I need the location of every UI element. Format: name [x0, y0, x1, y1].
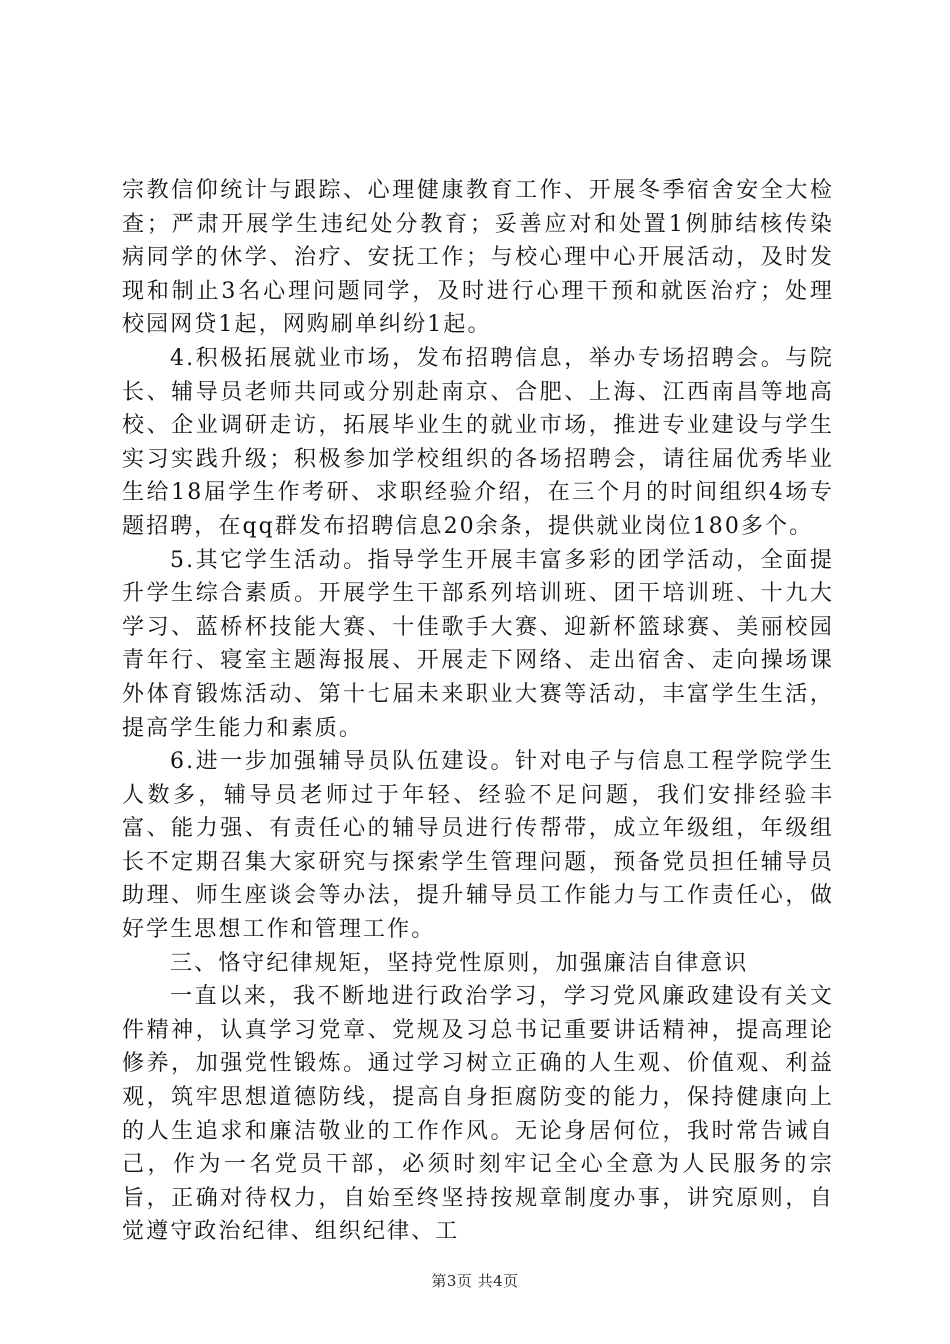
paragraph-employment: 4.积极拓展就业市场，发布招聘信息，举办专场招聘会。与院长、辅导员老师共同或分别赴南京、合肥、上海、江西南昌等地高校、企业调研走访，拓展毕业生的就业市场，推进专业建设与学生实习实践升级；积极参加学校组织的各场招聘会，请往届优秀毕业生给18届学生作考研、求职经验介绍，在三个月的时间组织4场专题招聘，在qq群发布招聘信息20余条，提供就业岗位180多个。 [122, 345, 834, 539]
paragraph-political-study: 一直以来，我不断地进行政治学习，学习党风廉政建设有关文件精神，认真学习党章、党规及习总书记重要讲话精神，提高理论修养，加强党性锻炼。通过学习树立正确的人生观、价值观、利益观，筑牢思想道德防线，提高自身拒腐防变的能力，保持健康向上的人生追求和廉洁敬业的工作作风。无论身居何位，我时常告诫自己，作为一名党员干部，必须时刻牢记全心全意为人民服务的宗旨，正确对待权力，自始至终坚持按规章制度办事，讲究原则，自觉遵守政治纪律、组织纪律、工 [122, 984, 834, 1245]
document-body [122, 174, 834, 1249]
paragraph-counselor-team: 6.进一步加强辅导员队伍建设。针对电子与信息工程学院学生人数多，辅导员老师过于年轻、经验不足问题，我们安排经验丰富、能力强、有责任心的辅导员进行传帮带，成立年级组，年级组长不定期召集大家研究与探索学生管理问题，预备党员担任辅导员助理、师生座谈会等办法，提升辅导员工作能力与工作责任心，做好学生思想工作和管理工作。 [122, 749, 834, 943]
page-number-footer: 第3页 共4页 [431, 1272, 519, 1290]
section-heading-discipline: 三、恪守纪律规矩，坚持党性原则，加强廉洁自律意识 [170, 950, 749, 976]
paragraph-continuation: 宗教信仰统计与跟踪、心理健康教育工作、开展冬季宿舍安全大检查；严肃开展学生违纪处分教育；妥善应对和处置1例肺结核传染病同学的休学、治疗、安抚工作；与校心理中心开展活动，及时发现和制止3名心理问题同学，及时进行心理干预和就医治疗；处理校园网贷1起，网购刷单纠纷1起。 [122, 178, 834, 338]
paragraph-student-activities: 5.其它学生活动。指导学生开展丰富多彩的团学活动，全面提升学生综合素质。开展学生干部系列培训班、团干培训班、十九大学习、蓝桥杯技能大赛、十佳歌手大赛、迎新杯篮球赛、美丽校园青年行、寝室主题海报展、开展走下网络、走出宿舍、走向操场课外体育锻炼活动、第十七届未来职业大赛等活动，丰富学生生活，提高学生能力和素质。 [122, 547, 834, 741]
